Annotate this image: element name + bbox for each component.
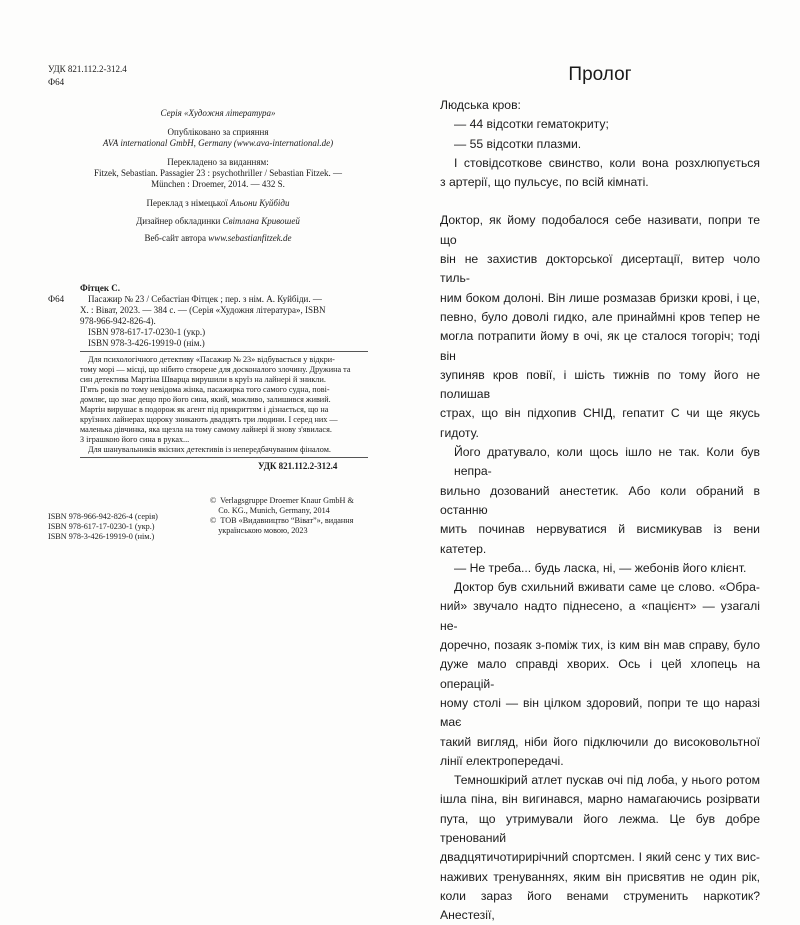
annotation-rule-bottom <box>80 457 368 458</box>
annotation-line: домляє, що знає дещо про його сина, який, можливо, залишився живий. <box>80 395 331 404</box>
udk-bottom: УДК 821.112.2-312.4 <box>258 461 338 471</box>
translated-label: Перекладено за виданням: <box>167 157 269 167</box>
text-line: Його дратувало, коли щось ішло не так. Коли був непра- <box>454 445 760 479</box>
chapter-title: Пролог <box>568 64 632 85</box>
translator-credit <box>48 198 388 209</box>
bib-isbn-ukr: ISBN 978-617-17-0230-1 (укр.) <box>88 327 206 337</box>
designer-name: Світлана Кривошей <box>222 216 300 226</box>
website-label: Веб-сайт автора <box>144 233 206 243</box>
text-line: Доктор був схильний вживати саме це слово. «Обра- <box>454 580 760 595</box>
text-line: з артерії, що пульсує, по всій кімнаті. <box>440 175 649 190</box>
text-line: ішла піна, він вигинався, марно намагаючись розірвати <box>440 792 760 807</box>
text-line: могла потрапити йому в очі, як це сталося тогоріч; тоді він <box>440 329 760 363</box>
f64-top: Ф64 <box>48 77 65 87</box>
annotation-line: круїзних лайнерах щороку зникають двадцять три людини. І серед них — <box>80 415 338 424</box>
text-line: доречно, позаяк з-поміж тих, із ким він мав справу, було <box>440 638 760 653</box>
author-website <box>48 233 388 244</box>
copyright-line: Co. KG., Munich, Germany, 2014 <box>210 506 330 515</box>
annotation-line: Для психологічного детективу «Пасажир № 23» відбувається у відкри- <box>88 355 335 364</box>
text-line: такий вигляд, ніби його підключили до високовольтної <box>440 734 760 749</box>
designer-credit <box>48 216 388 227</box>
annotation-line: маленька дівчинка, яка щезла на тому самому лайнері й знову з'явилася. <box>80 425 332 434</box>
author-heading: Фітцек С. <box>80 283 121 293</box>
original-edition-line-2: München : Droemer, 2014. — 432 S. <box>151 179 285 189</box>
bib-line-3: 978-966-942-826-4). <box>80 316 156 326</box>
text-line: мить починав нервуватися й висмикував із вени катетер. <box>440 522 760 556</box>
isbn-ger: ISBN 978-3-426-19919-0 (нім.) <box>48 532 155 541</box>
text-line: двадцятичотирирічний спортсмен. І який сенс у тих вис- <box>440 850 760 865</box>
copyright-line: © ТОВ «Видавництво “Віват”», видання <box>210 516 354 525</box>
annotation-line: Мартін вирушає в подорож як агент під прикриттям і дізнається, що на <box>80 405 329 414</box>
text-line: Людська кров: <box>440 98 521 112</box>
text-line: вильно дозований анестетик. Або коли обраний в останню <box>440 483 760 517</box>
left-page <box>0 0 400 578</box>
udk-top: УДК 821.112.2-312.4 <box>48 64 127 74</box>
translator-label: Переклад з німецької <box>146 198 228 208</box>
text-line: — 44 відсотки гематокриту; <box>454 117 609 132</box>
isbn-ukr: ISBN 978-617-17-0230-1 (укр.) <box>48 522 155 531</box>
copyright-line: © Verlagsgruppe Droemer Knaur GmbH & <box>210 496 354 505</box>
text-line: І стовідсоткове свинство, коли вона розхлюпується <box>454 155 760 170</box>
published-org: AVA international GmbH, Germany (www.ava-international.de) <box>102 138 334 148</box>
text-line: наживих тренуваннях, яким він присвятив не один рік, <box>440 869 760 884</box>
published-label: Опубліковано за сприяння <box>167 127 269 137</box>
isbn-series: ISBN 978-966-942-826-4 (серія) <box>48 512 158 521</box>
text-line: пута, що утримували його лежма. Це був добре тренований <box>440 811 760 845</box>
right-page <box>400 0 800 923</box>
audience-note: Для шанувальників якісних детективів із непередбачуваним фіналом. <box>88 445 331 454</box>
text-line: певно, було доволі гидко, але принаймні кров тепер не <box>440 309 760 324</box>
annotation-line: син детектива Мартіна Шварца вирушили в круїз на лайнері й зникли. <box>80 375 326 384</box>
translator-name: Альони Куйбіди <box>230 198 290 208</box>
text-line: Темношкірий атлет пускав очі під лоба, у нього ротом <box>454 773 760 788</box>
annotation-line: тому морі — місці, що нібито створене для досконалого злочину. Дружина та <box>80 365 351 374</box>
series-name: Серія «Художня література» <box>160 108 276 118</box>
blank-line <box>440 192 760 211</box>
bib-line-1: Пасажир № 23 / Себастіан Фітцек ; пер. з нім. А. Куйбіди. — <box>88 294 322 304</box>
text-line: — 55 відсотки плазми. <box>454 136 582 151</box>
copyright-line: українською мовою, 2023 <box>210 526 308 535</box>
text-line: коли зараз його венами струменить наркотик? Анестезії, <box>440 888 760 923</box>
text-line: страх, що він підхопив СНІД, гепатит С чи ще якусь гидоту. <box>440 406 760 440</box>
text-line: ний» звучало надто піднесено, а «пацієнт» — узагалі не- <box>440 599 760 633</box>
bib-line-2: Х. : Віват, 2023. — 384 с. — (Серія «Художня література», ISBN <box>80 305 326 315</box>
text-line: Доктор, як йому подобалося себе називати, попри те що <box>440 213 760 247</box>
chapter-body <box>440 96 760 925</box>
text-line: ним боком долоні. Він лише розмазав бризки крові, і це, <box>440 290 760 305</box>
text-line: — Не треба... будь ласка, ні, — жебонів його клієнт. <box>454 560 747 575</box>
website-url: www.sebastianfitzek.de <box>208 233 292 243</box>
bib-isbn-ger: ISBN 978-3-426-19919-0 (нім.) <box>88 338 205 348</box>
original-edition-line-1: Fitzek, Sebastian. Passagier 23 : psychothriller / Sebastian Fitzek. — <box>94 168 342 178</box>
annotation-line: П'ять років по тому невідома жінка, пасажирка того самого судна, пові- <box>80 385 330 394</box>
text-line: лінії електропередачі. <box>440 753 564 768</box>
f64-mid: Ф64 <box>48 294 65 304</box>
text-line: він не захистив докторської дисертації, витер чоло тиль- <box>440 252 760 286</box>
annotation-line: З іграшкою його сина в руках... <box>80 435 190 444</box>
annotation-rule-top <box>80 351 368 352</box>
text-line: зупиняв кров повії, і шість тижнів по тому його не полишав <box>440 367 760 402</box>
designer-label: Дизайнер обкладинки <box>136 216 221 226</box>
text-line: дуже мало справді хворих. Ось і цей хлопець на операцій- <box>440 657 760 691</box>
text-line: ному столі — він цілком здоровий, попри те що наразі має <box>440 695 760 730</box>
